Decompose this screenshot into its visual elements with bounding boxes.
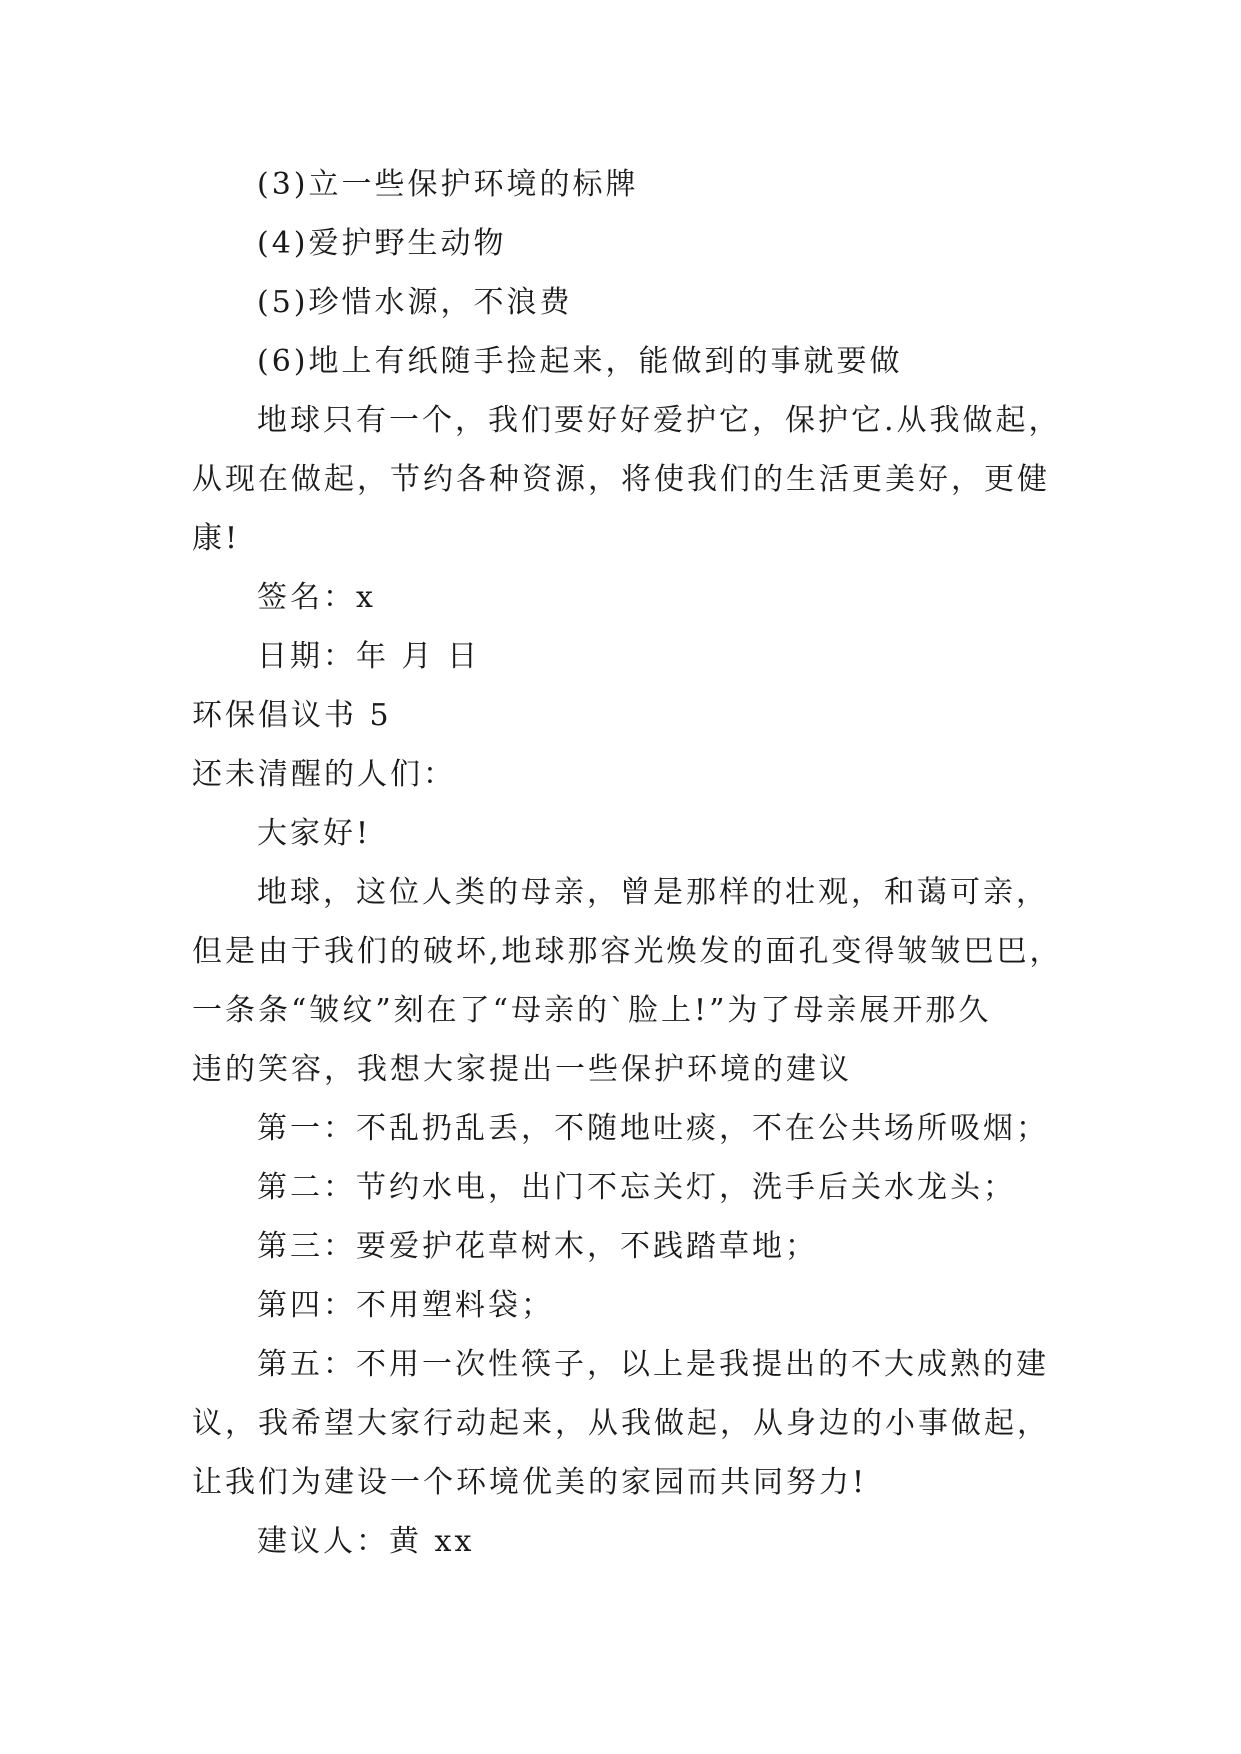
list-item-5: (5)珍惜水源，不浪费 xyxy=(257,285,573,320)
intro-paragraph-line: 一条条“皱纹”刻在了“母亲的`脸上!”为了母亲展开那久 xyxy=(192,993,992,1028)
greeting: 大家好! xyxy=(257,816,372,851)
intro-paragraph-line: 但是由于我们的破坏,地球那容光焕发的面孔变得皱皱巴巴， xyxy=(192,934,1063,969)
suggestion-2: 第二：节约水电，出门不忘关灯，洗手后关水龙头； xyxy=(257,1170,1016,1205)
suggestion-4: 第四：不用塑料袋； xyxy=(257,1288,554,1323)
proposer: 建议人：黄 xx xyxy=(257,1524,475,1559)
list-item-3: (3)立一些保护环境的标牌 xyxy=(257,167,639,202)
section-title: 环保倡议书 5 xyxy=(192,698,392,733)
suggestion-1: 第一：不乱扔乱丢，不随地吐痰，不在公共场所吸烟； xyxy=(257,1111,1049,1146)
salutation: 还未清醒的人们： xyxy=(192,757,456,792)
final-paragraph-line: 议，我希望大家行动起来，从我做起，从身边的小事做起， xyxy=(192,1406,1050,1441)
intro-paragraph-line: 违的笑容，我想大家提出一些保护环境的建议 xyxy=(192,1052,852,1087)
signature: 签名：x xyxy=(257,580,376,615)
closing-paragraph-line: 地球只有一个，我们要好好爱护它，保护它.从我做起， xyxy=(257,403,1062,438)
list-item-4: (4)爱护野生动物 xyxy=(257,226,507,261)
intro-paragraph-line: 地球，这位人类的母亲，曾是那样的壮观，和蔼可亲， xyxy=(257,875,1049,910)
final-paragraph-line: 第五：不用一次性筷子，以上是我提出的不大成熟的建 xyxy=(257,1347,1049,1382)
closing-paragraph-line: 康! xyxy=(192,521,241,556)
final-paragraph-line: 让我们为建设一个环境优美的家园而共同努力! xyxy=(192,1465,868,1500)
suggestion-3: 第三：要爱护花草树木，不践踏草地； xyxy=(257,1229,818,1264)
closing-paragraph-line: 从现在做起，节约各种资源，将使我们的生活更美好，更健 xyxy=(192,462,1050,497)
date-line: 日期：年 月 日 xyxy=(257,639,481,674)
list-item-6: (6)地上有纸随手捡起来，能做到的事就要做 xyxy=(257,344,903,379)
